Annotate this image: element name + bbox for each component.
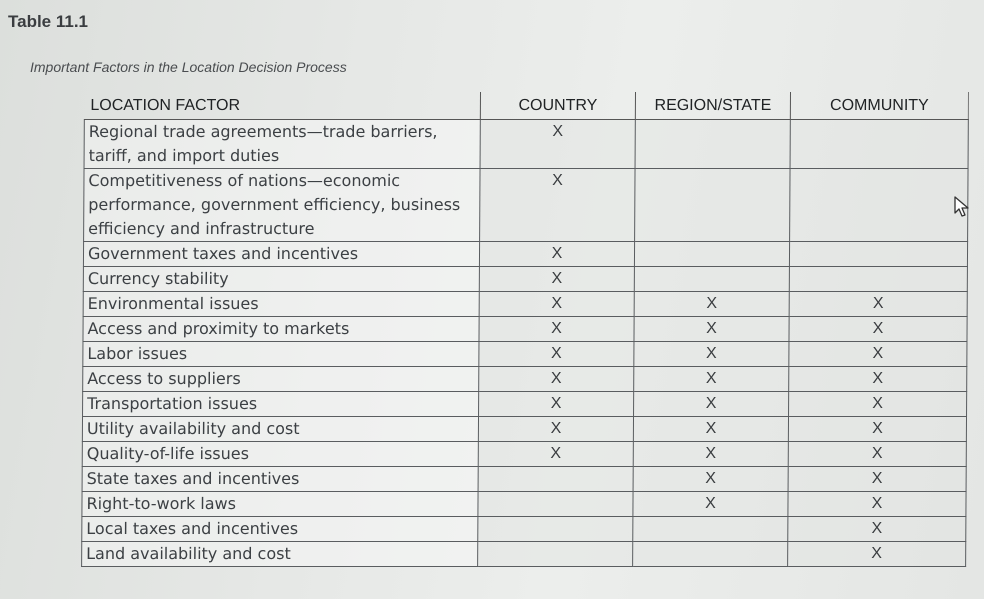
- country-mark: X: [478, 417, 633, 442]
- community-mark: X: [788, 467, 966, 492]
- community-mark: X: [788, 442, 966, 467]
- country-mark: [478, 517, 633, 542]
- community-mark: X: [789, 292, 967, 317]
- country-mark: [478, 467, 633, 492]
- table-row: [82, 492, 966, 517]
- table-row: [82, 467, 966, 492]
- country-mark: X: [479, 242, 634, 267]
- table-row: [83, 267, 967, 292]
- table-caption: Important Factors in the Location Decision Process: [30, 59, 347, 75]
- community-mark: [789, 267, 967, 292]
- factor-cell: Access and proximity to markets: [83, 317, 479, 342]
- region-mark: [635, 169, 790, 242]
- country-mark: X: [479, 392, 634, 417]
- region-mark: [634, 267, 789, 292]
- table-row: [83, 367, 967, 392]
- community-mark: X: [789, 317, 967, 342]
- table-number: Table 11.1: [8, 12, 89, 31]
- table-row: [82, 542, 966, 567]
- region-mark: X: [634, 342, 789, 367]
- mouse-pointer-icon: [953, 196, 971, 218]
- factor-cell: Local taxes and incentives: [82, 517, 478, 542]
- location-factors-table: [81, 92, 969, 567]
- country-mark: X: [479, 292, 634, 317]
- country-mark: X: [479, 367, 634, 392]
- table-row: [83, 317, 967, 342]
- header-country: COUNTRY: [480, 92, 635, 120]
- table-row: [84, 120, 968, 169]
- country-mark: X: [479, 342, 634, 367]
- factor-cell: Access to suppliers: [83, 367, 479, 392]
- region-mark: [634, 242, 789, 267]
- table-row: [82, 417, 966, 442]
- community-mark: X: [788, 492, 966, 517]
- table-row: [83, 242, 967, 267]
- community-mark: X: [789, 392, 967, 417]
- factor-cell: Government taxes and incentives: [83, 242, 479, 267]
- community-mark: [790, 169, 968, 242]
- factor-cell: Right-to-work laws: [82, 492, 478, 517]
- country-mark: X: [478, 442, 633, 467]
- region-mark: [633, 517, 788, 542]
- region-mark: X: [634, 292, 789, 317]
- country-mark: X: [479, 317, 634, 342]
- factor-cell: Labor issues: [83, 342, 479, 367]
- factor-cell: Competitiveness of nations—economic performance, government efficiency, business efficiency and infrastructure: [84, 169, 480, 242]
- country-mark: [478, 542, 633, 567]
- region-mark: X: [633, 467, 788, 492]
- header-location-factor: LOCATION FACTOR: [84, 92, 480, 120]
- header-row: [84, 92, 968, 120]
- table-row: [83, 342, 967, 367]
- community-mark: X: [788, 542, 966, 567]
- factor-cell: Transportation issues: [83, 392, 479, 417]
- factor-cell: Utility availability and cost: [82, 417, 478, 442]
- table-row: [83, 392, 967, 417]
- region-mark: X: [634, 367, 789, 392]
- community-mark: X: [788, 517, 966, 542]
- region-mark: X: [633, 417, 788, 442]
- factor-cell: Regional trade agreements—trade barriers, tariff, and import duties: [84, 120, 480, 169]
- region-mark: X: [634, 392, 789, 417]
- region-mark: [633, 542, 788, 567]
- factor-cell: Land availability and cost: [82, 542, 478, 567]
- region-mark: X: [633, 492, 788, 517]
- factor-cell: Environmental issues: [83, 292, 479, 317]
- community-mark: [789, 242, 967, 267]
- header-region-state: REGION/STATE: [635, 92, 790, 120]
- factor-cell: Quality-of-life issues: [82, 442, 478, 467]
- table-row: [82, 442, 966, 467]
- country-mark: X: [480, 120, 635, 169]
- community-mark: X: [789, 342, 967, 367]
- header-community: COMMUNITY: [790, 92, 968, 120]
- community-mark: X: [789, 367, 967, 392]
- table-row: [82, 517, 966, 542]
- region-mark: [635, 120, 790, 169]
- factor-cell: State taxes and incentives: [82, 467, 478, 492]
- factor-cell: Currency stability: [83, 267, 479, 292]
- table-row: [84, 169, 968, 242]
- region-mark: X: [633, 442, 788, 467]
- country-mark: X: [480, 169, 635, 242]
- community-mark: [790, 120, 968, 169]
- country-mark: [478, 492, 633, 517]
- table-row: [83, 292, 967, 317]
- country-mark: X: [479, 267, 634, 292]
- community-mark: X: [788, 417, 966, 442]
- region-mark: X: [634, 317, 789, 342]
